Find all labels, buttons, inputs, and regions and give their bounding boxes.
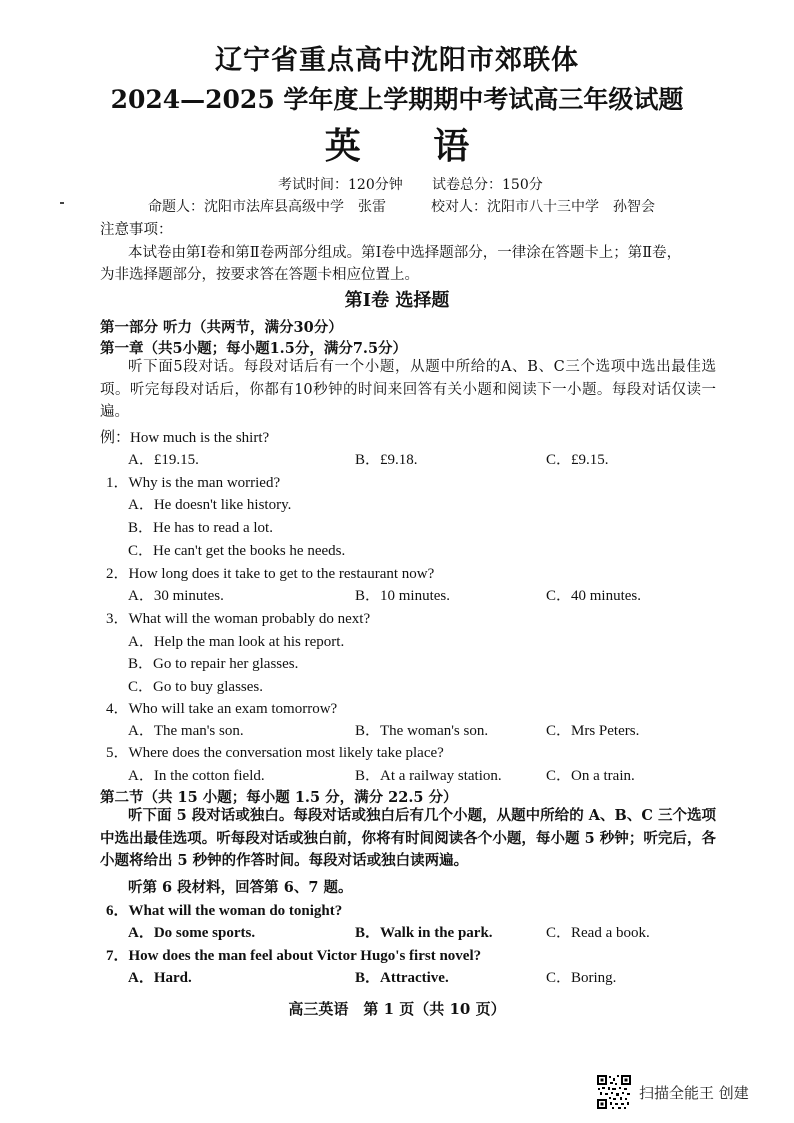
question-4: 4．Who will take an exam tomorrow? — [106, 701, 338, 717]
section2-instructions: 听下面 5 段对话或独白。每段对话或独白后有几个小题，从题中所给的 A、B、C 三个选项中选出最佳选项。听每段对话或独白前，你将有时间阅读各个小题，每小题 5 秒钟；听完后，各小题将给出 5 秒钟的作答时间。每段对话或独白读两遍。 — [100, 807, 716, 869]
q5-option-c: C．On a train. — [546, 768, 635, 784]
q7-option-b: B．Attractive. — [355, 970, 449, 986]
exam-author: 命题人：沈阳市法库县高级中学 张雷 — [148, 199, 386, 215]
question-2: 2．How long does it take to get to the restaurant now? — [106, 566, 435, 582]
q2-option-a: A．30 minutes. — [128, 588, 224, 604]
example-option-b: B．£9.18. — [355, 452, 418, 468]
exam-total-score: 试卷总分：150分 — [432, 177, 543, 193]
question-1: 1．Why is the man worried? — [106, 475, 281, 491]
q2-option-c: C．40 minutes. — [546, 588, 642, 604]
q3-option-a: A．Help the man look at his report. — [128, 634, 345, 650]
notes-title: 注意事项： — [100, 222, 173, 238]
notes-line-1: 本试卷由第Ⅰ卷和第Ⅱ卷两部分组成。第Ⅰ卷中选择题部分，一律涂在答题卡上；第Ⅱ卷， — [128, 245, 682, 261]
section1-instructions: 听下面5段对话。每段对话后有一个小题，从题中所给的A、B、C三个选项中选出最佳选项。听完每段对话后，你都有10秒钟的时间来回答有关小题和阅读下一小题。每段对话仅读一遍。 — [100, 359, 716, 420]
example-question: 例：How much is the shirt? — [100, 430, 270, 446]
question-3: 3．What will the woman probably do next? — [106, 611, 371, 627]
part1-title: 第一部分 听力（共两节，满分30分） — [100, 319, 343, 336]
scanner-watermark-text: 扫描全能王 创建 — [639, 1084, 749, 1102]
q6-option-a: A．Do some sports. — [128, 925, 256, 941]
subject-title: 英 语 — [324, 125, 500, 167]
q6-option-b: B．Walk in the park. — [355, 925, 493, 941]
q4-option-c: C．Mrs Peters. — [546, 723, 640, 739]
exam-organizer-title: 辽宁省重点高中沈阳市郊联体 — [215, 45, 579, 76]
qr-code-icon — [596, 1074, 632, 1110]
page-footer: 高三英语 第 1 页（共 10 页） — [288, 1000, 506, 1018]
q5-option-a: A．In the cotton field. — [128, 768, 265, 784]
q1-option-b: B．He has to read a lot. — [128, 520, 273, 536]
exam-reviewer: 校对人：沈阳市八十三中学 孙智会 — [431, 199, 655, 215]
section1-title: 第一章（共5小题；每小题1.5分，满分7.5分） — [100, 340, 408, 357]
q3-option-c: C．Go to buy glasses. — [128, 679, 264, 695]
question-5: 5．Where does the conversation most likely take place? — [106, 745, 444, 761]
q2-option-b: B．10 minutes. — [355, 588, 451, 604]
q6-option-c: C．Read a book. — [546, 925, 650, 941]
material-6-instruction: 听第 6 段材料，回答第 6、7 题。 — [128, 879, 353, 896]
q7-option-a: A．Hard. — [128, 970, 192, 986]
notes-line-2: 为非选择题部分，按要求答在答题卡相应位置上。 — [100, 267, 419, 283]
section2-title: 第二节（共 15 小题；每小题 1.5 分，满分 22.5 分） — [100, 789, 458, 806]
scan-speck — [60, 202, 64, 204]
section-title: 第Ⅰ卷 选择题 — [344, 290, 450, 311]
q4-option-b: B．The woman's son. — [355, 723, 489, 739]
q5-option-b: B．At a railway station. — [355, 768, 502, 784]
q4-option-a: A．The man's son. — [128, 723, 244, 739]
q1-option-c: C．He can't get the books he needs. — [128, 543, 346, 559]
q7-option-c: C．Boring. — [546, 970, 617, 986]
exam-year-title: 2024—2025 学年度上学期期中考试高三年级试题 — [110, 85, 684, 114]
example-option-a: A．£19.15. — [128, 452, 199, 468]
exam-time: 考试时间：120分钟 — [278, 177, 403, 193]
q3-option-b: B．Go to repair her glasses. — [128, 656, 299, 672]
example-option-c: C．£9.15. — [546, 452, 609, 468]
q1-option-a: A．He doesn't like history. — [128, 497, 292, 513]
question-7: 7．How does the man feel about Victor Hugo's first novel? — [106, 948, 482, 964]
question-6: 6．What will the woman do tonight? — [106, 903, 343, 919]
